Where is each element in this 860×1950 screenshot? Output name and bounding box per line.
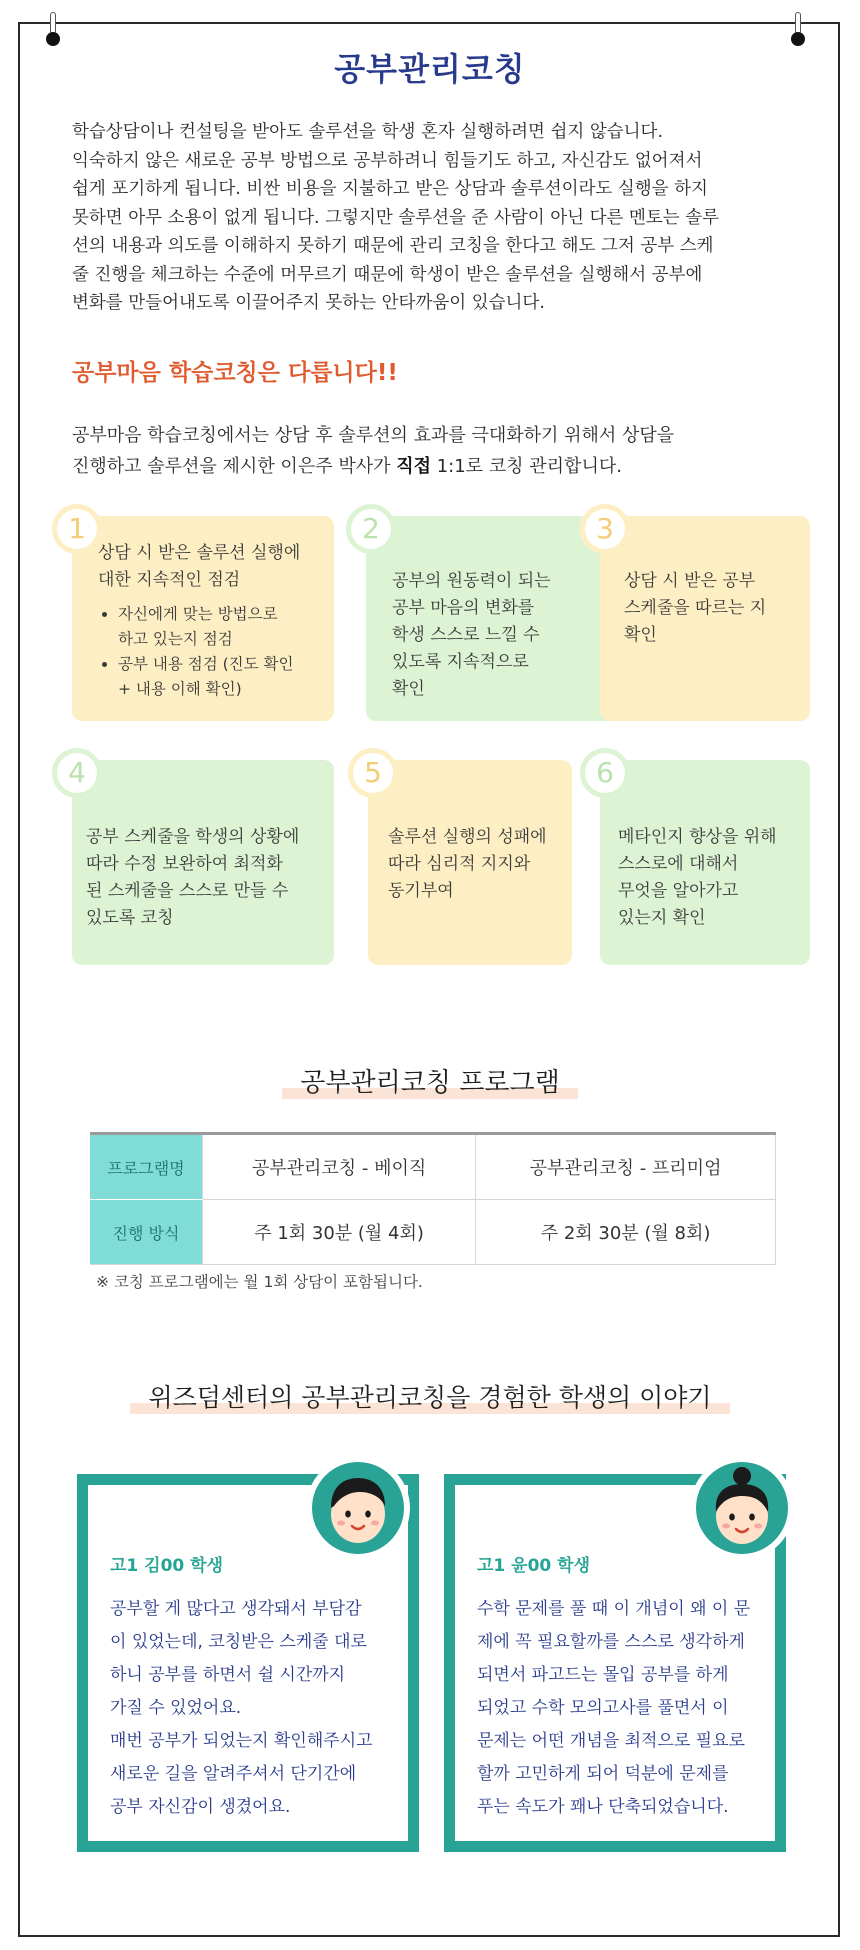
card-line: 상담 시 받은 공부 [624, 571, 756, 591]
card-line: 공부의 원동력이 되는 [392, 571, 551, 591]
card-line: 메타인지 향상을 위해 [618, 827, 777, 847]
card-number-1: 1 [52, 504, 102, 554]
card-line: 솔루션 실행의 성패에 [388, 827, 547, 847]
reviews-heading [0, 1378, 860, 1414]
review-student-name: 고1 김00 학생 [110, 1556, 224, 1576]
program-heading [0, 1062, 860, 1099]
bullet-line: • 자신에게 맞는 방법으로 [118, 605, 278, 623]
review-line: 가질 수 있었어요. [110, 1698, 242, 1718]
difference-heading: 공부마음 학습코칭은 다릅니다!! [72, 360, 398, 386]
review-line: 공부 자신감이 생겼어요. [110, 1797, 291, 1817]
review-line: 새로운 길을 알려주셔서 단기간에 [110, 1764, 357, 1784]
bullet-line: • 공부 내용 점검 (진도 확인 [118, 655, 294, 673]
intro-line: 션의 내용과 의도를 이해하지 못하기 때문에 관리 코칭을 한다고 해도 그저 공부 스케 [72, 236, 714, 256]
card-number-6: 6 [580, 748, 630, 798]
coaching-card-4 [72, 760, 334, 965]
boy-avatar-icon [306, 1456, 410, 1560]
pin-icon [45, 12, 61, 46]
difference-text: 진행하고 솔루션을 제시한 이은주 박사가 [72, 456, 397, 477]
review-line: 이 있었는데, 코칭받은 스케줄 대로 [110, 1632, 367, 1652]
card-line: 동기부여 [388, 881, 454, 901]
girl-avatar-icon [690, 1456, 794, 1560]
card-number-4: 4 [52, 748, 102, 798]
difference-text: 1:1로 코칭 관리합니다. [430, 456, 622, 477]
card-bullet-list [96, 602, 316, 702]
bullet-line: + 내용 이해 확인) [118, 680, 242, 698]
page-title: 공부관리코칭 [334, 50, 526, 88]
review-text [110, 1593, 373, 1824]
coaching-card-3 [600, 516, 810, 721]
intro-line: 변화를 만들어내도록 이끌어주지 못하는 안타까움이 있습니다. [72, 293, 545, 313]
card-line: 스스로에 대해서 [618, 854, 739, 874]
pin-icon [790, 12, 806, 46]
review-line: 푸는 속도가 꽤나 단축되었습니다. [477, 1797, 729, 1817]
program-table [90, 1132, 776, 1265]
table-row [90, 1200, 776, 1265]
row-label-method: 진행 방식 [90, 1200, 203, 1265]
card-line: 있도록 지속적으로 [392, 652, 529, 672]
coaching-card-1 [72, 516, 334, 721]
difference-paragraph [72, 420, 792, 482]
card-line: 따라 수정 보완하여 최적화 [86, 854, 283, 874]
premium-program-schedule: 주 2회 30분 (월 8회) [476, 1200, 776, 1265]
intro-line: 줄 진행을 체크하는 수준에 머무르기 때문에 학생이 받은 솔루션을 실행해서 공부에 [72, 264, 703, 285]
card-line: 확인 [624, 625, 657, 645]
emphasis-direct: 직접 [396, 456, 431, 477]
card-line: 된 스케줄을 스스로 만들 수 [86, 881, 289, 901]
review-line: 매번 공부가 되었는지 확인해주시고 [110, 1731, 373, 1751]
card-bullet [118, 652, 316, 702]
intro-line: 못하면 아무 소용이 없게 됩니다. 그렇지만 솔루션을 준 사람이 아닌 다른 멘토는 솔루 [72, 207, 720, 228]
card-line: 공부 스케줄을 학생의 상황에 [86, 827, 300, 847]
card-bullet [118, 602, 316, 652]
card-line: 학생 스스로 느낄 수 [392, 625, 540, 645]
difference-line [72, 451, 792, 482]
card-line: 대한 지속적인 점검 [98, 570, 241, 590]
row-label-program: 프로그램명 [90, 1134, 203, 1200]
premium-program-name: 공부관리코칭 - 프리미엄 [476, 1134, 776, 1200]
review-line: 하니 공부를 하면서 쉴 시간까지 [110, 1665, 346, 1685]
table-row [90, 1134, 776, 1200]
card-line: 확인 [392, 679, 425, 699]
card-number-2: 2 [346, 504, 396, 554]
review-text [477, 1593, 750, 1824]
card-number-5: 5 [348, 748, 398, 798]
bullet-line: 하고 있는지 점검 [118, 630, 233, 648]
intro-line: 익숙하지 않은 새로운 공부 방법으로 공부하려니 힘들기도 하고, 자신감도 없어져서 [72, 150, 703, 171]
card-line: 있도록 코칭 [86, 908, 174, 928]
review-line: 할까 고민하게 되어 덕분에 문제를 [477, 1764, 729, 1784]
review-line: 제에 꼭 필요할까를 스스로 생각하게 [477, 1632, 745, 1652]
intro-line: 학습상담이나 컨설팅을 받아도 솔루션을 학생 혼자 실행하려면 쉽지 않습니다. [72, 122, 664, 142]
card-line: 스케줄을 따르는 지 [624, 598, 767, 618]
coaching-card-6 [600, 760, 810, 965]
difference-line: 공부마음 학습코칭에서는 상담 후 솔루션의 효과를 극대화하기 위해서 상담을 [72, 425, 675, 446]
review-line: 되었고 수학 모의고사를 풀면서 이 [477, 1698, 729, 1718]
coaching-card-5 [368, 760, 572, 965]
card-line: 상담 시 받은 솔루션 실행에 [98, 543, 301, 563]
review-line: 되면서 파고드는 몰입 공부를 하게 [477, 1665, 729, 1685]
review-line: 수학 문제를 풀 때 이 개념이 왜 이 문 [477, 1599, 751, 1619]
program-heading-text: 공부관리코칭 프로그램 [300, 1068, 560, 1098]
program-note: ※ 코칭 프로그램에는 월 1회 상담이 포함됩니다. [96, 1273, 423, 1291]
review-student-name: 고1 윤00 학생 [477, 1556, 591, 1576]
basic-program-name: 공부관리코칭 - 베이직 [203, 1134, 476, 1200]
intro-paragraph [72, 118, 792, 318]
review-line: 문제는 어떤 개념을 최적으로 필요로 [477, 1731, 745, 1751]
card-line: 있는지 확인 [618, 908, 706, 928]
intro-line: 쉽게 포기하게 됩니다. 비싼 비용을 지불하고 받은 상담과 솔루션이라도 실행을 하지 [72, 179, 708, 199]
card-number-3: 3 [580, 504, 630, 554]
card-line: 공부 마음의 변화를 [392, 598, 535, 618]
review-line: 공부할 게 많다고 생각돼서 부담감 [110, 1599, 362, 1619]
card-line: 따라 심리적 지지와 [388, 854, 531, 874]
card-line: 무엇을 알아가고 [618, 881, 739, 901]
reviews-heading-text: 위즈덤센터의 공부관리코칭을 경험한 학생의 이야기 [148, 1383, 712, 1412]
basic-program-schedule: 주 1회 30분 (월 4회) [203, 1200, 476, 1265]
